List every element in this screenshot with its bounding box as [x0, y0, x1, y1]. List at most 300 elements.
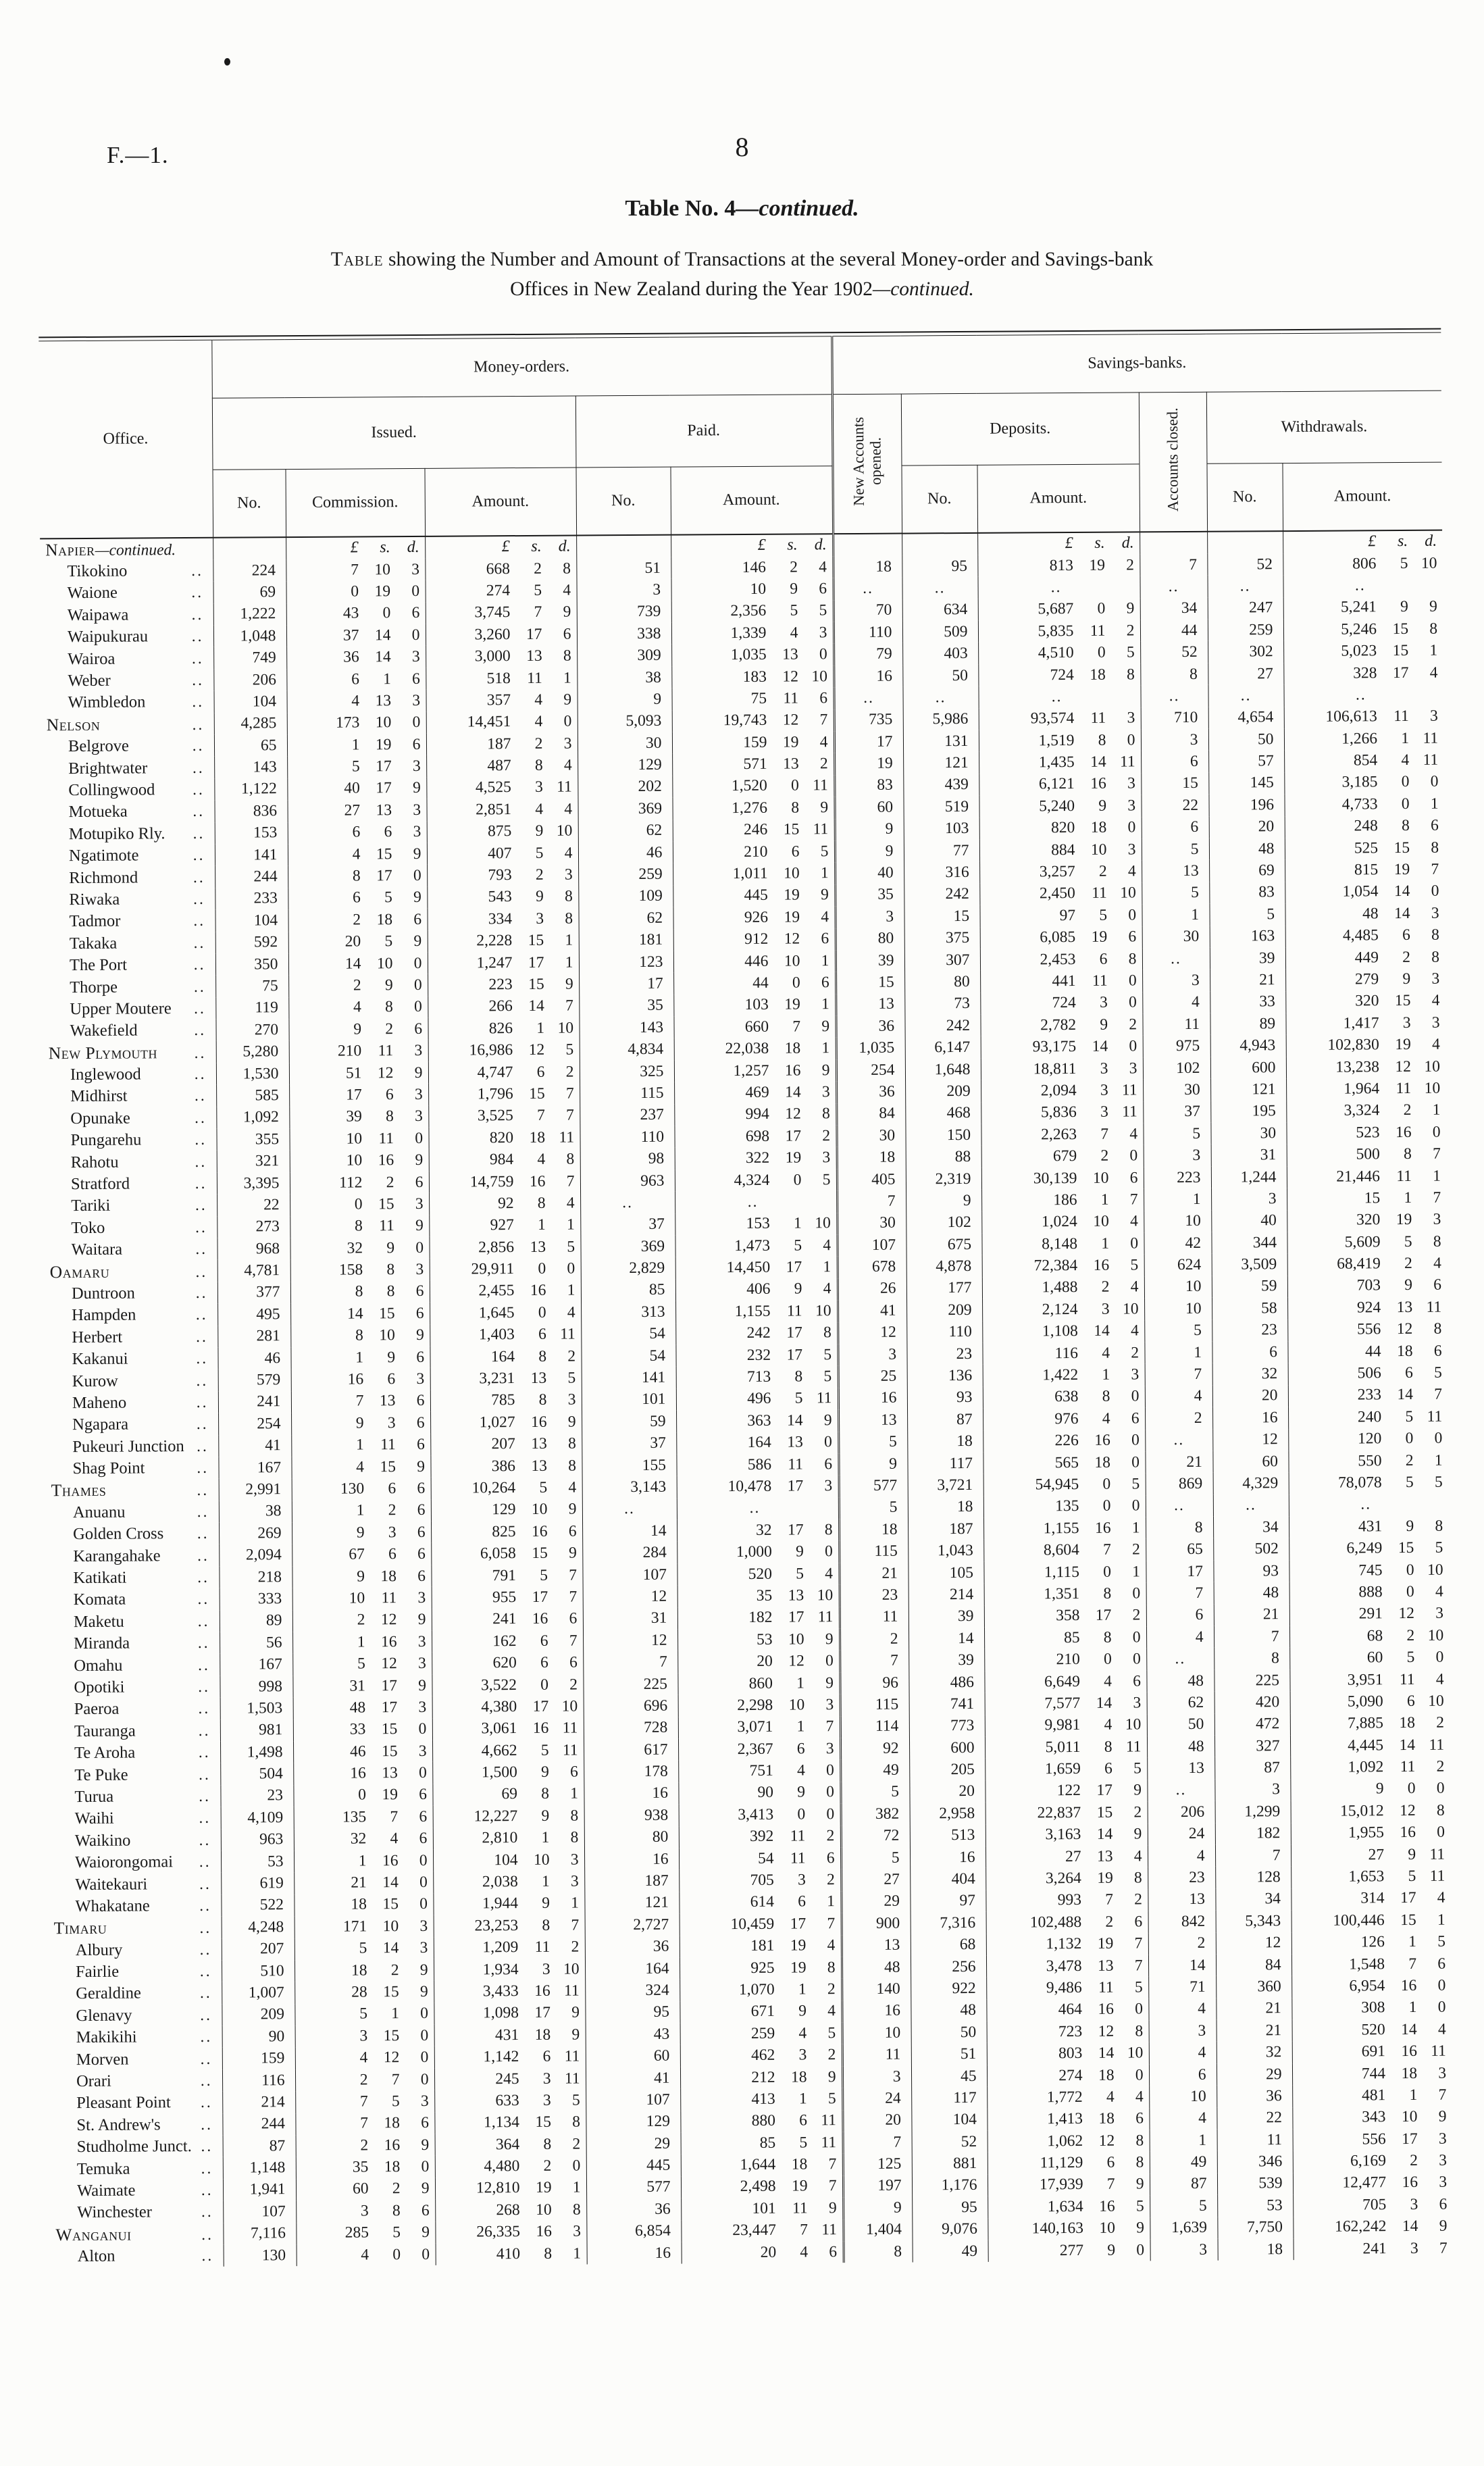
- office-cell: [45, 1413, 218, 1436]
- cell-issued-commission: 1 11 6: [291, 1434, 430, 1457]
- cell-deposits-amount: 1,132 19 7: [986, 1933, 1148, 1956]
- cell-issued-commission: 135 7 6: [294, 1806, 433, 1829]
- cell-issued-amount: 1,209 11 2: [434, 1936, 585, 1959]
- cell-paid-no: 7: [583, 1651, 677, 1674]
- cell-withdrawals-no: 7: [1214, 1626, 1289, 1648]
- cell-paid-no: 129: [578, 754, 672, 776]
- cell-withdrawals-no: 302: [1208, 641, 1283, 663]
- office-cell: [49, 1917, 222, 1940]
- col-header-paid-no: No.: [575, 467, 671, 535]
- cell-issued-amount: 386 13 8: [430, 1455, 582, 1478]
- leader-dots: ..: [193, 955, 206, 974]
- office-cell: [44, 1173, 217, 1196]
- cell-withdrawals-no: 420: [1214, 1691, 1290, 1713]
- cell-paid-no: 237: [580, 1104, 674, 1126]
- cell-paid-no: 309: [577, 645, 671, 667]
- cell-accounts-closed: 4: [1142, 991, 1210, 1013]
- cell-new-accounts-opened: 83: [834, 774, 903, 797]
- cell-accounts-closed: 2: [1148, 1932, 1216, 1955]
- cell-accounts-closed: 48: [1147, 1736, 1214, 1758]
- cell-issued-amount: 29,911 0 0: [430, 1258, 581, 1281]
- office-name: Weber: [68, 671, 111, 690]
- office-name: Napier: [45, 539, 95, 559]
- office-cell: [41, 582, 213, 605]
- cell-deposits-no: 131: [903, 730, 979, 753]
- cell-paid-no: 164: [585, 1958, 680, 1980]
- cell-issued-amount: 207 13 8: [430, 1433, 582, 1456]
- cell-deposits-no: 50: [911, 2021, 987, 2044]
- cell-new-accounts-opened: ..: [834, 578, 902, 600]
- cell-deposits-no: 519: [903, 796, 979, 818]
- office-cell: [47, 1654, 220, 1677]
- cell-withdrawals-amount: 481 1 7: [1292, 2084, 1452, 2107]
- cell-withdrawals-amount: 78,078 5 5: [1289, 1471, 1448, 1494]
- office-name: Alton: [77, 2246, 116, 2266]
- cell-withdrawals-no: 128: [1215, 1866, 1291, 1888]
- cell-issued-commission: 9 3 6: [292, 1521, 431, 1544]
- office-cell: [46, 1479, 219, 1502]
- cell-paid-amount: 159 19 4: [672, 731, 834, 754]
- col-header-issued-amount: Amount.: [424, 468, 576, 536]
- cell-issued-no: 963: [221, 1829, 294, 1851]
- cell-withdrawals-no: 259: [1208, 619, 1283, 641]
- cell-issued-no: 244: [222, 2113, 295, 2136]
- cell-issued-amount: 3,000 13 8: [426, 645, 577, 668]
- cell-deposits-no: 68: [911, 1934, 986, 1956]
- cell-issued-amount: 1,142 6 11: [434, 2046, 586, 2069]
- cell-deposits-no: 187: [908, 1518, 983, 1540]
- cell-deposits-no: 6,147: [905, 1036, 981, 1059]
- cell-issued-no: 233: [215, 888, 288, 910]
- cell-issued-commission: 5 17 3: [287, 755, 426, 778]
- cell-deposits-no: 486: [909, 1671, 984, 1694]
- cell-accounts-closed: 4: [1146, 1626, 1214, 1649]
- leader-dots: ..: [201, 2138, 213, 2156]
- cell-deposits-no: 439: [903, 774, 979, 797]
- office-cell: [42, 910, 215, 933]
- cell-issued-amount: 1,098 17 9: [434, 2002, 585, 2025]
- office-name: Waikino: [74, 1831, 131, 1850]
- cell-deposits-no: 77: [904, 840, 979, 862]
- cell-new-accounts-opened: 2: [840, 1628, 909, 1651]
- office-cell: [42, 845, 215, 867]
- cell-issued-amount: 164 8 2: [430, 1345, 581, 1368]
- cell-withdrawals-no: 5: [1209, 903, 1285, 926]
- cell-issued-commission: 10 16 9: [290, 1149, 429, 1172]
- cell-issued-amount: 431 18 9: [434, 2024, 586, 2047]
- cell-paid-no: 141: [582, 1367, 676, 1389]
- cell-paid-no: 143: [579, 1017, 673, 1039]
- cell-paid-amount: 1,644 18 7: [681, 2154, 843, 2177]
- cell-issued-amount: 4,480 2 0: [435, 2155, 586, 2178]
- cell-paid-amount: 660 7 9: [673, 1015, 836, 1038]
- cell-new-accounts-opened: 36: [836, 1081, 905, 1103]
- cell-accounts-closed: ..: [1140, 685, 1208, 707]
- cell-issued-no: [213, 537, 286, 560]
- office-name-continued: —continued.: [95, 540, 176, 559]
- office-name: Temuka: [76, 2159, 130, 2178]
- office-name: Miranda: [74, 1634, 130, 1653]
- cell-deposits-no: 7,316: [911, 1912, 986, 1934]
- cell-deposits-no: 209: [906, 1299, 982, 1322]
- cell-accounts-closed: 8: [1140, 663, 1208, 686]
- cell-paid-no: 5,093: [578, 710, 672, 732]
- cell-deposits-amount: 102,488 2 6: [986, 1911, 1148, 1934]
- office-name: Waimate: [76, 2181, 136, 2200]
- cell-withdrawals-no: 48: [1214, 1582, 1289, 1604]
- office-name: Ngatimote: [68, 846, 139, 865]
- cell-issued-no: 167: [218, 1457, 291, 1479]
- cell-withdrawals-amount: ..: [1283, 684, 1443, 707]
- cell-issued-no: 350: [215, 953, 288, 976]
- cell-deposits-amount: 85 8 0: [984, 1626, 1146, 1649]
- cell-issued-amount: 6,058 15 9: [431, 1542, 582, 1565]
- cell-withdrawals-no: 87: [1214, 1757, 1290, 1779]
- cell-deposits-no: 23: [906, 1343, 982, 1365]
- office-cell: [41, 735, 214, 758]
- cell-deposits-no: 3,721: [908, 1474, 983, 1496]
- table-title-main: Table No. 4: [625, 196, 736, 221]
- cell-accounts-closed: 102: [1143, 1057, 1210, 1080]
- cell-new-accounts-opened: [833, 533, 902, 556]
- cell-new-accounts-opened: 5: [840, 1781, 909, 1803]
- cell-new-accounts-opened: 80: [836, 928, 904, 950]
- cell-accounts-closed: 42: [1144, 1232, 1211, 1255]
- cell-paid-amount: 146 2 4: [671, 556, 833, 579]
- cell-issued-no: 65: [214, 734, 287, 757]
- cell-issued-no: 4,248: [222, 1916, 295, 1938]
- cell-paid-amount: 392 11 2: [679, 1826, 841, 1848]
- cell-new-accounts-opened: 60: [834, 797, 903, 819]
- leader-dots: ..: [196, 1350, 209, 1368]
- cell-new-accounts-opened: 5: [838, 1431, 907, 1453]
- cell-withdrawals-amount: 6,169 2 3: [1293, 2150, 1452, 2173]
- cell-withdrawals-no: ..: [1208, 684, 1283, 707]
- cell-issued-amount: 2,810 1 8: [433, 1827, 584, 1850]
- cell-issued-no: 981: [220, 1719, 293, 1742]
- cell-paid-no: 62: [578, 907, 673, 930]
- col-header-office: Office.: [103, 430, 149, 448]
- cell-new-accounts-opened: 18: [839, 1519, 908, 1541]
- cell-accounts-closed: 4: [1149, 2042, 1217, 2064]
- leader-dots: ..: [196, 1372, 209, 1390]
- subtitle-line2-main: Offices in New Zealand during the Year 1902: [510, 278, 873, 300]
- cell-paid-amount: 705 3 2: [679, 1869, 841, 1892]
- cell-withdrawals-no: 52: [1207, 553, 1283, 576]
- office-cell: [47, 1632, 220, 1655]
- doc-ref: F.—1.: [107, 142, 169, 168]
- leader-dots: ..: [201, 2246, 214, 2265]
- cell-accounts-closed: 50: [1147, 1713, 1214, 1736]
- cell-paid-amount: 153 1 10: [675, 1213, 837, 1236]
- cell-issued-commission: 4 13 3: [286, 690, 426, 713]
- cell-issued-no: 56: [220, 1632, 292, 1654]
- cell-issued-commission: 0 15 3: [290, 1193, 429, 1216]
- cell-issued-amount: 3,522 0 2: [432, 1674, 583, 1696]
- cell-issued-no: 207: [222, 1938, 295, 1961]
- office-cell: [41, 670, 213, 693]
- cell-issued-no: 3,395: [217, 1172, 290, 1194]
- cell-issued-no: 585: [216, 1084, 289, 1107]
- cell-deposits-no: 87: [907, 1409, 983, 1431]
- cell-new-accounts-opened: 21: [839, 1562, 908, 1584]
- cell-issued-no: 619: [221, 1872, 294, 1894]
- cell-paid-amount: 571 13 2: [672, 753, 834, 776]
- office-cell: [51, 2245, 224, 2268]
- cell-issued-commission: 5 12 3: [292, 1653, 432, 1676]
- office-name: Karangahake: [73, 1546, 161, 1565]
- cell-deposits-no: 88: [906, 1146, 981, 1168]
- leader-dots: ..: [193, 847, 205, 865]
- cell-issued-amount: 668 2 8: [425, 557, 576, 580]
- cell-withdrawals-amount: 15 1 7: [1287, 1187, 1446, 1210]
- cell-issued-commission: 48 17 3: [293, 1696, 432, 1719]
- cell-paid-no: 325: [580, 1061, 674, 1083]
- cell-withdrawals-amount: 21,446 11 1: [1287, 1165, 1446, 1188]
- cell-issued-commission: 10 11 0: [289, 1128, 428, 1151]
- cell-deposits-amount: 723 12 8: [987, 2020, 1149, 2043]
- cell-issued-commission: 16 6 3: [291, 1368, 430, 1391]
- cell-paid-no: 54: [581, 1323, 675, 1345]
- subtitle-lead: Table: [330, 249, 384, 270]
- cell-issued-no: 104: [213, 690, 286, 713]
- office-cell: [44, 1151, 217, 1174]
- cell-issued-commission: 0 19 6: [293, 1784, 432, 1807]
- leader-dots: ..: [197, 1482, 209, 1500]
- cell-issued-amount: 820 18 11: [428, 1127, 580, 1150]
- cell-paid-amount: 671 9 4: [680, 2001, 842, 2023]
- cell-new-accounts-opened: 1,035: [836, 1037, 905, 1059]
- cell-issued-amount: 826 1 10: [428, 1017, 579, 1040]
- cell-issued-no: 1,148: [223, 2157, 296, 2179]
- cell-new-accounts-opened: 16: [838, 1387, 907, 1409]
- leader-dots: ..: [191, 649, 204, 668]
- cell-deposits-amount: 9,981 4 10: [985, 1714, 1147, 1737]
- cell-new-accounts-opened: 3: [838, 1343, 906, 1365]
- cell-paid-no: 2,829: [581, 1257, 675, 1280]
- cell-withdrawals-no: 18: [1218, 2238, 1294, 2261]
- cell-issued-no: 321: [217, 1151, 290, 1173]
- cell-deposits-amount: 5,687 0 9: [978, 598, 1140, 621]
- cell-paid-no: 3,143: [582, 1476, 677, 1499]
- cell-deposits-no: 117: [907, 1453, 983, 1475]
- cell-issued-amount: 1,645 0 4: [430, 1302, 581, 1325]
- cell-issued-amount: 3,433 16 11: [434, 1980, 585, 2003]
- cell-paid-no: 696: [584, 1695, 678, 1717]
- cell-withdrawals-amount: 328 17 4: [1283, 662, 1443, 685]
- cell-issued-no: 167: [220, 1654, 292, 1676]
- cell-accounts-closed: 5: [1150, 2195, 1217, 2217]
- cell-paid-no: ..: [580, 1192, 675, 1214]
- cell-issued-commission: 67 6 6: [292, 1543, 431, 1566]
- cell-paid-no: 107: [586, 2089, 680, 2111]
- cell-issued-commission: 2 18 6: [288, 909, 427, 932]
- cell-paid-no: 6,854: [586, 2220, 681, 2242]
- cell-paid-amount: 23,447 7 11: [681, 2219, 843, 2242]
- ink-speck: [224, 58, 230, 66]
- cell-deposits-amount: 993 7 2: [986, 1889, 1148, 1912]
- cell-issued-commission: 6 1 6: [286, 668, 426, 691]
- cell-paid-no: 109: [578, 885, 673, 907]
- cell-accounts-closed: 6: [1141, 751, 1208, 773]
- cell-new-accounts-opened: 41: [838, 1300, 906, 1322]
- office-name: Waione: [67, 584, 118, 603]
- office-name: Geraldine: [76, 1984, 141, 2003]
- cell-accounts-closed: 10: [1144, 1298, 1212, 1320]
- office-name: Pungarehu: [70, 1130, 142, 1150]
- office-cell: [45, 1326, 218, 1349]
- cell-issued-commission: 1 19 6: [287, 734, 426, 757]
- cell-withdrawals-amount: 1,266 1 11: [1284, 728, 1443, 751]
- cell-new-accounts-opened: 9: [835, 818, 904, 840]
- cell-issued-no: 2,094: [219, 1544, 292, 1567]
- cell-new-accounts-opened: 8: [844, 2240, 913, 2263]
- cell-accounts-closed: 1,639: [1150, 2217, 1217, 2239]
- cell-withdrawals-amount: 5,090 6 10: [1290, 1690, 1450, 1713]
- cell-issued-no: 377: [218, 1282, 290, 1304]
- cell-new-accounts-opened: 26: [838, 1278, 906, 1300]
- cell-accounts-closed: ..: [1142, 948, 1210, 970]
- office-cell: [43, 976, 215, 999]
- cell-deposits-amount: 22,837 15 2: [986, 1802, 1148, 1825]
- cell-issued-amount: 23,253 8 7: [434, 1915, 585, 1938]
- cell-accounts-closed: 11: [1142, 1013, 1210, 1036]
- cell-accounts-closed: 44: [1140, 620, 1208, 642]
- cell-deposits-amount: 976 4 6: [983, 1408, 1145, 1431]
- office-name: Opotiki: [74, 1678, 125, 1697]
- cell-paid-amount: 10 9 6: [671, 578, 833, 601]
- cell-issued-amount: 2,851 4 4: [426, 799, 578, 822]
- leader-dots: ..: [199, 1940, 212, 1959]
- office-name: Albury: [75, 1940, 123, 1959]
- office-cell: [41, 713, 214, 736]
- cell-new-accounts-opened: 3: [835, 906, 904, 928]
- cell-withdrawals-amount: 4,733 0 1: [1284, 793, 1443, 816]
- cell-deposits-amount: 226 16 0: [983, 1430, 1145, 1453]
- cell-withdrawals-no: 360: [1216, 1976, 1291, 1998]
- office-cell: [47, 1786, 220, 1809]
- cell-new-accounts-opened: 24: [842, 2088, 911, 2110]
- cell-deposits-no: 45: [911, 2065, 987, 2088]
- cell-withdrawals-no: 182: [1215, 1823, 1291, 1845]
- cell-issued-amount: 223 15 9: [428, 974, 579, 997]
- cell-paid-no: 98: [580, 1148, 675, 1170]
- cell-paid-amount: 3,071 1 7: [678, 1716, 840, 1739]
- cell-withdrawals-amount: 106,613 11 3: [1284, 705, 1443, 728]
- cell-deposits-no: 150: [905, 1124, 981, 1147]
- cell-withdrawals-no: 29: [1217, 2063, 1292, 2086]
- cell-accounts-closed: 10: [1144, 1276, 1212, 1299]
- cell-paid-amount: 462 3 2: [680, 2044, 842, 2067]
- office-cell: [41, 779, 214, 802]
- cell-withdrawals-amount: 1,653 5 11: [1291, 1865, 1450, 1888]
- cell-withdrawals-no: 59: [1212, 1276, 1287, 1298]
- cell-issued-amount: 4,525 3 11: [426, 776, 578, 799]
- cell-issued-amount: 12,810 19 1: [435, 2177, 586, 2200]
- cell-issued-commission: 8 17 0: [288, 865, 427, 888]
- cell-deposits-no: 404: [910, 1868, 986, 1890]
- office-name: Motueka: [68, 802, 128, 822]
- col-header-withdrawals-amount: Amount.: [1282, 462, 1442, 530]
- cell-new-accounts-opened: 115: [840, 1694, 909, 1716]
- cell-deposits-amount: 277 9 0: [988, 2239, 1150, 2262]
- col-header-deposits: Deposits.: [901, 393, 1140, 465]
- cell-issued-no: 592: [215, 932, 288, 954]
- cell-paid-no: 3: [576, 579, 671, 601]
- office-cell: [50, 2180, 223, 2203]
- cell-issued-commission: 7 13 6: [291, 1390, 430, 1413]
- cell-accounts-closed: 30: [1143, 1079, 1210, 1101]
- cell-paid-no: 2,727: [585, 1914, 680, 1936]
- cell-withdrawals-amount: 520 14 4: [1292, 2019, 1452, 2042]
- cell-issued-commission: 158 8 3: [290, 1259, 430, 1282]
- cell-deposits-amount: 1,413 18 6: [987, 2108, 1149, 2131]
- office-name: Wanganui: [55, 2224, 132, 2245]
- cell-withdrawals-amount: 6,954 16 0: [1291, 1975, 1451, 1998]
- leader-dots: ..: [201, 2225, 214, 2244]
- cell-issued-commission: 37 14 0: [286, 624, 426, 647]
- cell-withdrawals-no: 346: [1217, 2150, 1293, 2173]
- cell-withdrawals-no: 472: [1214, 1713, 1290, 1736]
- cell-issued-no: 1,222: [213, 603, 286, 626]
- cell-paid-no: 938: [584, 1805, 679, 1827]
- cell-issued-amount: 14,451 4 0: [426, 711, 578, 734]
- office-name: Tauranga: [74, 1721, 136, 1740]
- cell-paid-amount: 32 17 8: [677, 1519, 839, 1542]
- cell-paid-amount: 1,000 9 0: [677, 1541, 839, 1564]
- cell-withdrawals-no: 30: [1210, 1122, 1286, 1144]
- col-header-withdrawals-no: No.: [1206, 463, 1283, 532]
- cell-withdrawals-no: 22: [1217, 2107, 1292, 2130]
- office-name: Pukeuri Junction: [72, 1436, 184, 1456]
- cell-accounts-closed: 13: [1142, 860, 1209, 882]
- cell-new-accounts-opened: 17: [834, 731, 903, 753]
- cell-paid-amount: 363 14 9: [676, 1409, 838, 1432]
- cell-paid-no: 313: [581, 1301, 675, 1324]
- cell-issued-amount: 2,038 1 3: [433, 1871, 584, 1894]
- office-name: Katikati: [73, 1568, 127, 1588]
- office-cell: [46, 1567, 219, 1590]
- cell-accounts-closed: 2: [1145, 1407, 1212, 1430]
- cell-withdrawals-no: 20: [1209, 816, 1285, 838]
- office-cell: [43, 997, 215, 1020]
- cell-issued-no: 1,941: [223, 2179, 296, 2201]
- cell-withdrawals-amount: 1,955 16 0: [1291, 1821, 1450, 1844]
- cell-issued-commission: 4 8 0: [288, 997, 428, 1020]
- cell-deposits-amount: 8,148 1 0: [981, 1232, 1144, 1255]
- cell-deposits-no: 242: [904, 884, 979, 906]
- cell-deposits-no: 1,648: [905, 1059, 981, 1081]
- cell-issued-amount: 487 8 4: [426, 755, 578, 778]
- cell-paid-no: 324: [585, 1980, 680, 2002]
- cell-paid-no: 12: [583, 1586, 677, 1608]
- cell-deposits-amount: 140,163 10 9: [988, 2217, 1150, 2240]
- cell-issued-commission: 173 10 0: [287, 712, 426, 735]
- cell-withdrawals-no: 502: [1213, 1538, 1289, 1561]
- cell-paid-amount: £ s. d.: [671, 534, 833, 557]
- cell-withdrawals-no: 27: [1208, 663, 1283, 685]
- cell-withdrawals-amount: 291 12 3: [1289, 1603, 1449, 1626]
- cell-withdrawals-amount: 5,246 15 8: [1283, 618, 1443, 641]
- leader-dots: ..: [198, 1700, 211, 1718]
- cell-accounts-closed: 48: [1146, 1670, 1214, 1692]
- cell-paid-amount: 1,520 0 11: [672, 775, 834, 798]
- cell-issued-commission: 28 15 9: [295, 1981, 434, 2004]
- cell-deposits-amount: 1,115 0 1: [983, 1561, 1146, 1584]
- cell-new-accounts-opened: 84: [836, 1103, 905, 1125]
- office-cell: [41, 801, 214, 824]
- office-cell: [49, 2113, 222, 2136]
